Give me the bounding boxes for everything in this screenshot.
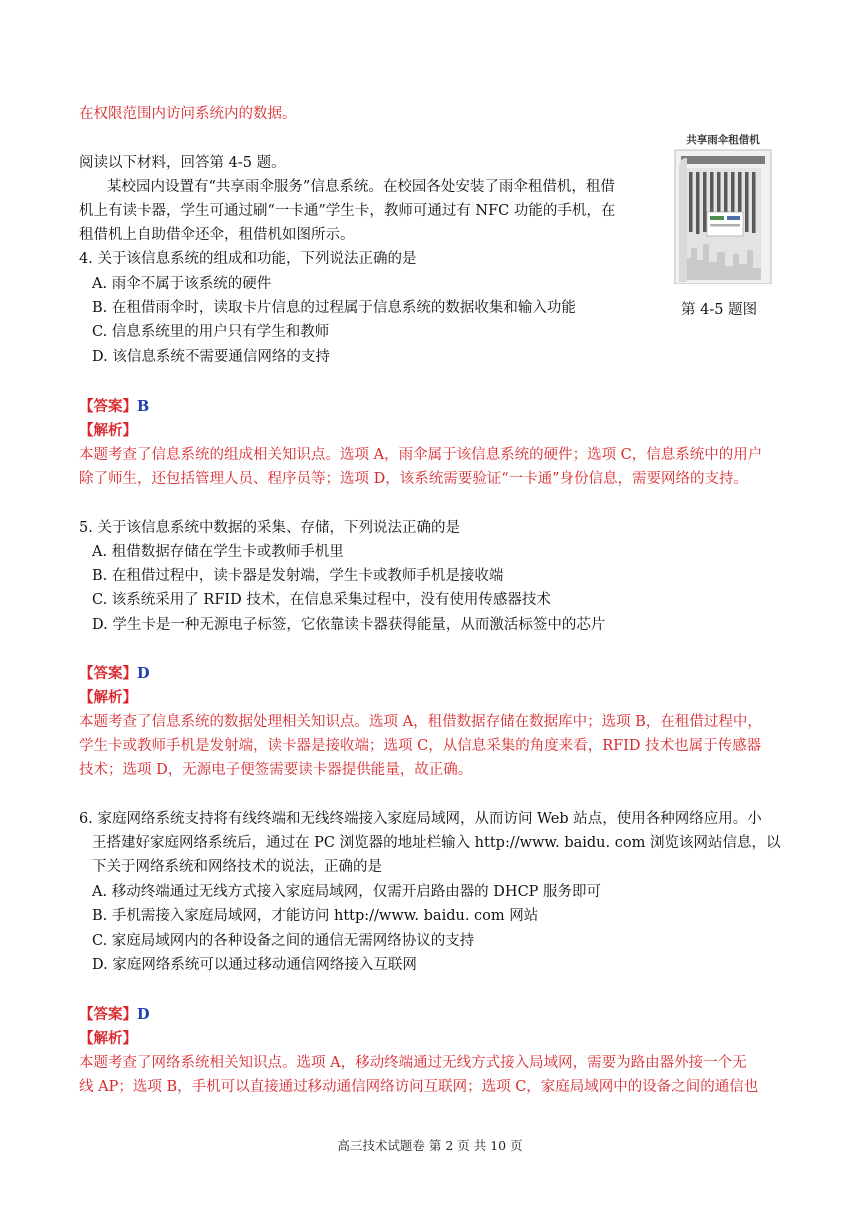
figure-title: 共享雨伞租借机 [686,134,760,146]
umbrella-machine-figure [673,128,773,284]
answer-label: 【答案】D [79,665,150,682]
question-stem: 6. 家庭网络系统支持将有线终端和无线终端接入家庭局域网，从而访问 Web 站点，使用各种网络应用。小 [79,811,762,827]
question-option: D. 学生卡是一种无源电子标签，它依靠读卡器获得能量，从而激活标签中的芯片 [92,617,606,633]
question-stem: 4. 关于该信息系统的组成和功能，下列说法正确的是 [79,251,417,267]
question-option: A. 雨伞不属于该系统的硬件 [92,276,272,292]
analysis-line: 技术；选项 D，无源电子便签需要读卡器提供能量，故正确。 [79,762,473,778]
analysis-line: 学生卡或教师手机是发射端，读卡器是接收端；选项 C，从信息采集的角度来看，RFID 技术也属于传感器 [79,738,762,754]
question-option: B. 在租借雨伞时，读取卡片信息的过程属于信息系统的数据收集和输入功能 [92,300,576,316]
question-option: C. 该系统采用了 RFID 技术，在信息采集过程中，没有使用传感器技术 [92,592,551,608]
analysis-line: 本题考查了信息系统的数据处理相关知识点。选项 A，租借数据存储在数据库中；选项 B，在租借过程中， [79,714,762,730]
material-paragraph-line: 机上有读卡器，学生可通过刷“一卡通”学生卡，教师可通过有 NFC 功能的手机，在 [79,203,616,219]
figure-caption: 第 4-5 题图 [681,302,758,318]
question-option: B. 手机需接入家庭局域网，才能访问 http://www. baidu. com 网站 [92,908,539,924]
analysis-label: 【解析】 [79,689,137,706]
question-stem: 王搭建好家庭网络系统后，通过在 PC 浏览器的地址栏输入 http://www. baidu. com 浏览该网站信息，以 [92,835,781,851]
material-paragraph-line: 租借机上自助借伞还伞，租借机如图所示。 [79,227,355,243]
analysis-label: 【解析】 [79,1030,137,1047]
question-option: A. 移动终端通过无线方式接入家庭局域网，仅需开启路由器的 DHCP 服务即可 [92,884,602,900]
analysis-line: 除了师生，还包括管理人员、程序员等；选项 D，该系统需要验证“一卡通”身份信息，需要网络的支持。 [79,471,749,487]
analysis-label: 【解析】 [79,422,137,439]
question-stem: 5. 关于该信息系统中数据的采集、存储，下列说法正确的是 [79,520,460,536]
answer-value: D [137,665,150,682]
question-option: B. 在租借过程中，读卡器是发射端，学生卡或教师手机是接收端 [92,568,504,584]
question-option: D. 该信息系统不需要通信网络的支持 [92,349,330,365]
question-option: C. 信息系统里的用户只有学生和教师 [92,324,330,340]
material-paragraph-line: 某校园内设置有“共享雨伞服务”信息系统。在校园各处安装了雨伞租借机，租借 [107,179,615,195]
answer-value: B [137,398,150,415]
answer-value: D [137,1006,150,1023]
answer-label: 【答案】D [79,1006,150,1023]
analysis-line: 线 AP；选项 B，手机可以直接通过移动通信网络访问互联网；选项 C，家庭局域网中的设备之间的通信也 [79,1079,759,1095]
material-lead: 阅读以下材料，回答第 4-5 题。 [79,155,286,171]
intro-text: 在权限范围内访问系统内的数据。 [79,106,297,122]
analysis-line: 本题考查了网络系统相关知识点。选项 A，移动终端通过无线方式接入局域网，需要为路由器外接一个无 [79,1055,747,1071]
question-option: A. 租借数据存储在学生卡或教师手机里 [92,544,344,560]
question-option: D. 家庭网络系统可以通过移动通信网络接入互联网 [92,957,417,973]
page-footer: 高三技术试题卷 第 2 页 共 10 页 [337,1138,523,1153]
question-option: C. 家庭局域网内的各种设备之间的通信无需网络协议的支持 [92,933,475,949]
answer-label: 【答案】B [79,398,150,415]
question-stem: 下关于网络系统和网络技术的说法，正确的是 [92,859,382,875]
analysis-line: 本题考查了信息系统的组成相关知识点。选项 A，雨伞属于该信息系统的硬件；选项 C，信息系统中的用户 [79,447,763,463]
